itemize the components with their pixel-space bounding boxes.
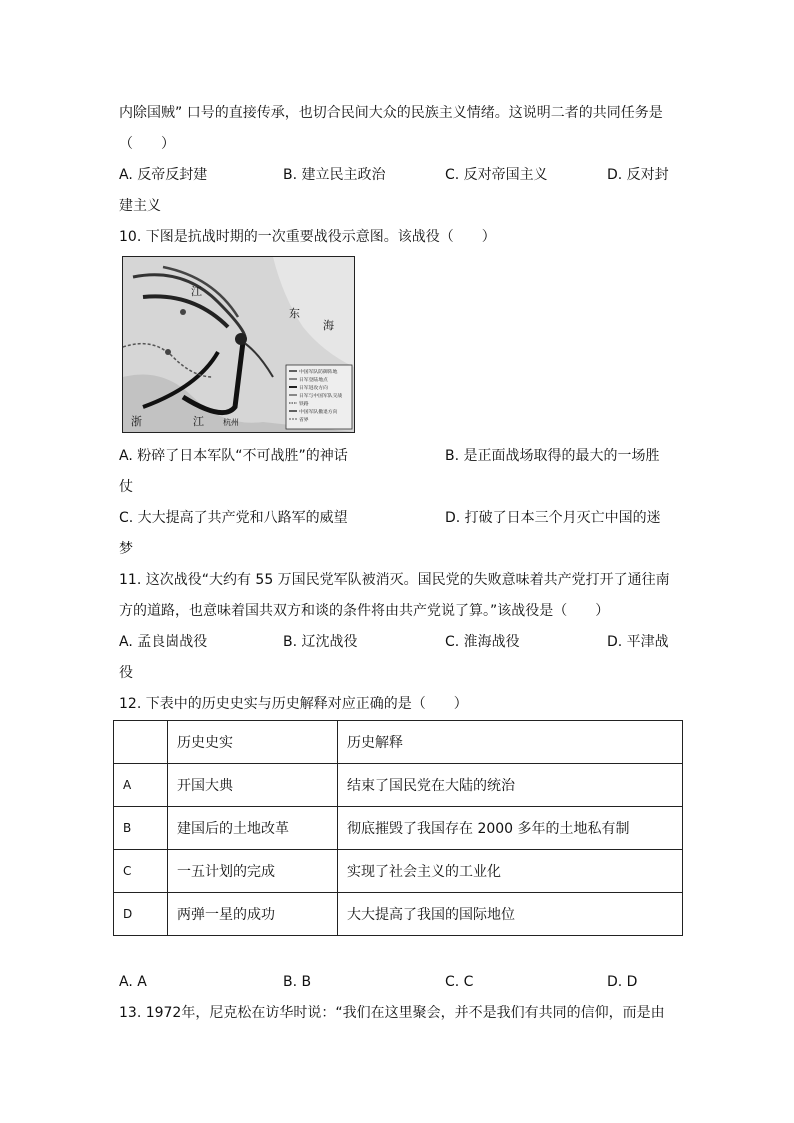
q10-option-d-wrap: 梦 xyxy=(119,541,133,557)
table-header-explanation: 历史解释 xyxy=(338,721,683,764)
q11-stem-line-1: 11. 这次战役“大约有 55 万国民党军队被消灭。国民党的失败意味着共产党打开了通往南 xyxy=(119,572,670,588)
q10-option-b-wrap: 仗 xyxy=(119,479,133,495)
table-cell-explanation: 结束了国民党在大陆的统治 xyxy=(338,764,683,807)
q11-option-d: D. 平津战 xyxy=(607,634,669,650)
q10-option-c: C. 大大提高了共产党和八路军的威望 xyxy=(119,510,348,526)
q9-continuation-line: 内除国贼” 口号的直接传承，也切合民间大众的民族主义情绪。这说明二者的共同任务是 xyxy=(119,105,663,121)
legend-item-railway: 铁路 xyxy=(299,402,309,407)
table-cell-fact: 两弹一星的成功 xyxy=(168,893,338,936)
q11-option-b: B. 辽沈战役 xyxy=(283,634,358,650)
q10-option-b: B. 是正面战场取得的最大的一场胜 xyxy=(445,448,660,464)
map-label-dong: 东 xyxy=(289,307,300,320)
q13-stem-line-1: 13. 1972年，尼克松在访华时说：“我们在这里聚会，并不是我们有共同的信仰，而是由 xyxy=(119,1005,665,1021)
legend-item-retreat: 中国军队撤退方向 xyxy=(299,410,338,415)
battle-map xyxy=(122,256,355,433)
q9-option-c: C. 反对帝国主义 xyxy=(445,167,548,183)
q9-answer-blank: （ ） xyxy=(119,136,175,152)
history-table xyxy=(113,720,683,936)
table-cell-explanation: 实现了社会主义的工业化 xyxy=(338,850,683,893)
map-label-jiang-2: 江 xyxy=(193,415,204,428)
q12-option-b: B. B xyxy=(283,974,312,990)
q9-option-b: B. 建立民主政治 xyxy=(283,167,386,183)
table-row xyxy=(114,764,683,807)
battle-map-figure xyxy=(123,257,354,432)
q10-option-a: A. 粉碎了日本军队“不可战胜”的神话 xyxy=(119,448,348,464)
table-header-row xyxy=(114,721,683,764)
legend-item-defense: 中国军队防御阵地 xyxy=(299,370,338,375)
table-cell-fact: 开国大典 xyxy=(168,764,338,807)
table-cell-fact: 建国后的土地改革 xyxy=(168,807,338,850)
table-row xyxy=(114,850,683,893)
legend-item-attack: 日军进攻方向 xyxy=(299,386,328,391)
map-label-jiang-1: 江 xyxy=(191,285,202,298)
q12-option-d: D. D xyxy=(607,974,638,990)
table-row-label: D xyxy=(114,893,168,936)
q9-option-a: A. 反帝反封建 xyxy=(119,167,208,183)
table-cell-explanation: 彻底摧毁了我国存在 2000 多年的土地私有制 xyxy=(338,807,683,850)
legend-item-landing: 日军登陆地点 xyxy=(299,378,328,383)
table-row-label: A xyxy=(114,764,168,807)
q9-option-d-wrap: 建主义 xyxy=(119,198,161,214)
table-header-fact: 历史史实 xyxy=(168,721,338,764)
legend-item-border: 省界 xyxy=(299,418,309,423)
q12-option-c: C. C xyxy=(445,974,474,990)
legend-item-battle: 日军与中国军队交战 xyxy=(299,394,343,399)
q11-stem-line-2: 方的道路，也意味着国共双方和谈的条件将由共产党说了算。”该战役是（ ） xyxy=(119,603,610,619)
table-cell-explanation: 大大提高了我国的国际地位 xyxy=(338,893,683,936)
map-label-hai: 海 xyxy=(323,319,334,332)
table-row xyxy=(114,893,683,936)
map-label-hangzhou: 杭州 xyxy=(223,418,239,427)
q10-stem: 10. 下图是抗战时期的一次重要战役示意图。该战役（ ） xyxy=(119,229,496,245)
table-row xyxy=(114,807,683,850)
q9-option-d: D. 反对封 xyxy=(607,167,669,183)
map-label-zhe: 浙 xyxy=(131,415,142,428)
q12-option-a: A. A xyxy=(119,974,147,990)
table-row-label: B xyxy=(114,807,168,850)
table-cell-fact: 一五计划的完成 xyxy=(168,850,338,893)
q10-option-d: D. 打破了日本三个月灭亡中国的迷 xyxy=(445,510,661,526)
q12-stem: 12. 下表中的历史史实与历史解释对应正确的是（ ） xyxy=(119,696,468,712)
q11-option-a: A. 孟良崮战役 xyxy=(119,634,208,650)
table-header-blank xyxy=(114,721,168,764)
q11-option-c: C. 淮海战役 xyxy=(445,634,520,650)
table-row-label: C xyxy=(114,850,168,893)
q11-option-d-wrap: 役 xyxy=(119,665,133,681)
